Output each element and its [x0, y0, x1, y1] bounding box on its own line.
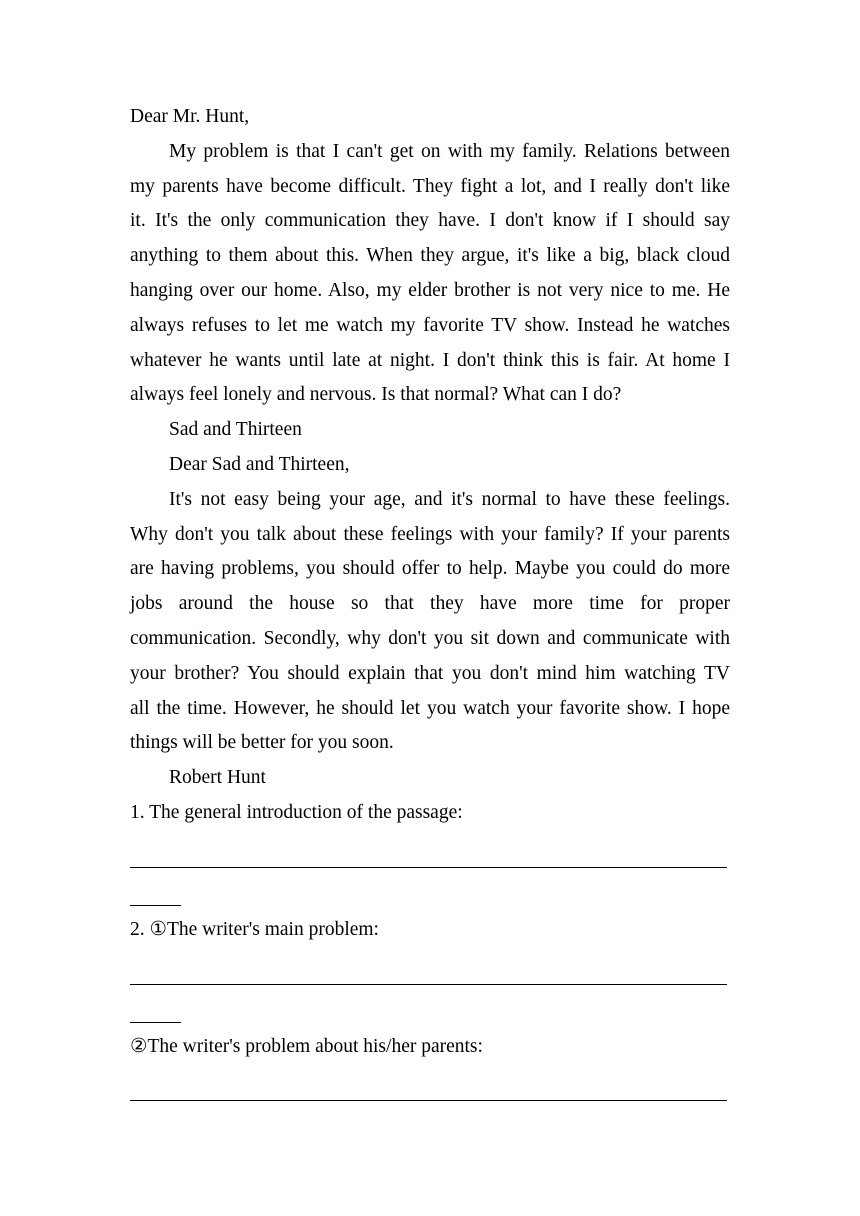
question-1: 1. The general introduction of the passage: [130, 801, 463, 823]
letter-body [130, 135, 730, 413]
answer-line-3[interactable] [130, 1100, 727, 1102]
letter-line: my parents have become difficult. They fight a lot, and I really don't like [130, 175, 730, 197]
reply-body [130, 483, 730, 761]
reply-signature: Robert Hunt [169, 767, 266, 789]
reply-greeting: Dear Sad and Thirteen, [169, 453, 350, 475]
reply-line: Why don't you talk about these feelings with your family? If your parents [130, 523, 730, 545]
reply-line: things will be better for you soon. [130, 732, 394, 754]
reply-line: are having problems, you should offer to help. Maybe you could do more [130, 558, 730, 580]
letter-line: whatever he wants until late at night. I don't think this is fair. At home I [130, 349, 730, 371]
document-page [130, 100, 730, 1102]
reply-line: jobs around the house so that they have more time for proper [130, 593, 730, 615]
question-2-2: ②The writer's problem about his/her parents: [130, 1035, 483, 1057]
letter-line: anything to them about this. When they argue, it's like a big, black cloud [130, 245, 730, 267]
letter-line: always feel lonely and nervous. Is that normal? What can I do? [130, 384, 622, 406]
reply-line: your brother? You should explain that you don't mind him watching TV [130, 662, 730, 684]
letter-line: My problem is that I can't get on with my family. Relations between [169, 140, 730, 162]
reply-line: communication. Secondly, why don't you sit down and communicate with [130, 627, 730, 649]
question-2-1: 2. ①The writer's main problem: [130, 918, 379, 940]
letter-line: always refuses to let me watch my favorite TV show. Instead he watches [130, 314, 730, 336]
letter-greeting: Dear Mr. Hunt, [130, 106, 250, 127]
reply-line: all the time. However, he should let you watch your favorite show. I hope [130, 697, 730, 719]
letter-line: hanging over our home. Also, my elder brother is not very nice to me. He [130, 279, 730, 301]
letter-signature: Sad and Thirteen [169, 419, 302, 441]
letter-line: it. It's the only communication they have. I don't know if I should say [130, 210, 730, 232]
reply-line: It's not easy being your age, and it's normal to have these feelings. [169, 488, 730, 510]
